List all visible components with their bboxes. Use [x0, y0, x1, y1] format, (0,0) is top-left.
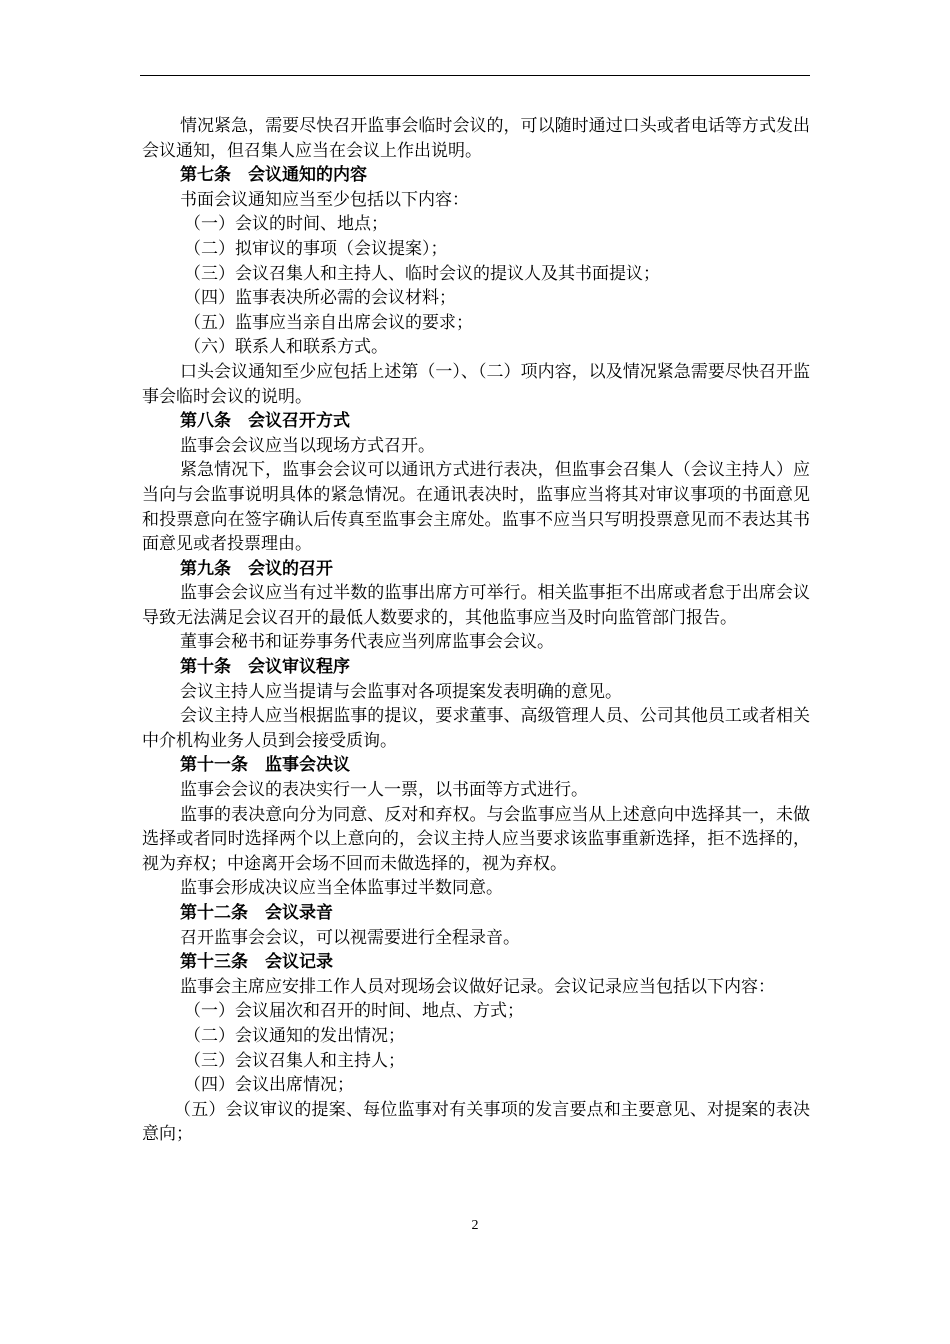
paragraph: 监事会会议的表决实行一人一票，以书面等方式进行。: [180, 780, 588, 801]
document-body: [142, 114, 810, 1147]
list-item: （五）监事应当亲自出席会议的要求；: [184, 312, 473, 333]
page-number: 2: [471, 1218, 479, 1233]
header-rule: [140, 75, 810, 76]
paragraph: 监事会会议应当以现场方式召开。: [180, 435, 435, 456]
section-heading: 第十三条 会议记录: [180, 952, 333, 973]
section-heading: 第九条 会议的召开: [180, 558, 333, 579]
paragraph: 会议主持人应当提请与会监事对各项提案发表明确的意见。: [180, 681, 622, 702]
section-heading: 第八条 会议召开方式: [180, 411, 350, 432]
paragraph: 监事的表决意向分为同意、反对和弃权。与会监事应当从上述意向中选择其一，未做选择或者同时选择两个以上意向的，会议主持人应当要求该监事重新选择，拒不选择的，视为弃权；中途离开会场不回而未做选择的，视为弃权。: [142, 804, 810, 874]
list-item: （二）拟审议的事项（会议提案）；: [184, 238, 448, 259]
paragraph: 监事会主席应安排工作人员对现场会议做好记录。会议记录应当包括以下内容：: [180, 976, 775, 997]
list-item: （五）会议审议的提案、每位监事对有关事项的发言要点和主要意见、对提案的表决意向；: [142, 1099, 810, 1145]
list-item: （一）会议届次和召开的时间、地点、方式；: [184, 1001, 524, 1022]
paragraph: 情况紧急，需要尽快召开监事会临时会议的，可以随时通过口头或者电话等方式发出会议通知，但召集人应当在会议上作出说明。: [142, 116, 810, 161]
section-heading: 第十一条 监事会决议: [180, 755, 350, 776]
list-item: （四）会议出席情况；: [184, 1075, 354, 1096]
paragraph: 董事会秘书和证券事务代表应当列席监事会会议。: [180, 632, 554, 653]
list-item: （四）监事表决所必需的会议材料；: [184, 288, 456, 309]
list-item: （六）联系人和联系方式。: [184, 337, 388, 358]
list-item: （一）会议的时间、地点；: [184, 214, 388, 235]
list-item: （三）会议召集人和主持人；: [184, 1050, 405, 1071]
paragraph: 口头会议通知至少应包括上述第（一）、（二）项内容，以及情况紧急需要尽快召开监事会临时会议的说明。: [142, 361, 810, 407]
paragraph: 监事会形成决议应当全体监事过半数同意。: [180, 878, 503, 899]
paragraph: 监事会会议应当有过半数的监事出席方可举行。相关监事拒不出席或者怠于出席会议导致无法满足会议召开的最低人数要求的，其他监事应当及时向监管部门报告。: [142, 583, 810, 628]
section-heading: 第七条 会议通知的内容: [180, 165, 367, 186]
paragraph: 紧急情况下，监事会会议可以通讯方式进行表决，但监事会召集人（会议主持人）应当向与会监事说明具体的紧急情况。在通讯表决时，监事应当将其对审议事项的书面意见和投票意向在签字确认后传真至监事会主席处。监事不应当只写明投票意见而不表达其书面意见或者投票理由。: [142, 460, 810, 555]
list-item: （二）会议通知的发出情况；: [184, 1025, 405, 1046]
paragraph: 书面会议通知应当至少包括以下内容：: [180, 189, 469, 210]
paragraph: 会议主持人应当根据监事的提议，要求董事、高级管理人员、公司其他员工或者相关中介机构业务人员到会接受质询。: [142, 706, 810, 751]
list-item: （三）会议召集人和主持人、临时会议的提议人及其书面提议；: [184, 263, 660, 284]
section-heading: 第十条 会议审议程序: [180, 657, 350, 678]
paragraph: 召开监事会会议，可以视需要进行全程录音。: [180, 927, 520, 948]
section-heading: 第十二条 会议录音: [180, 903, 333, 923]
